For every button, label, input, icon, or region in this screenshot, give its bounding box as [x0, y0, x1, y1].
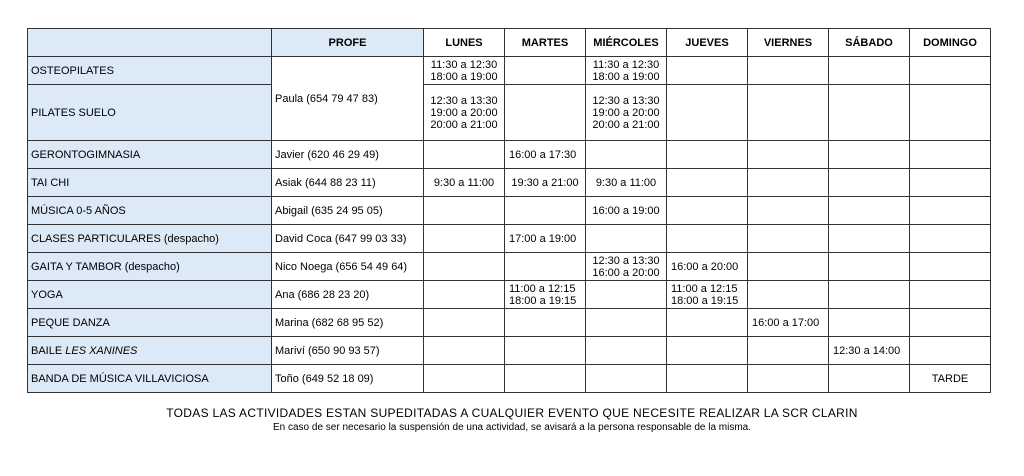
cell-clases-martes: 17:00 a 19:00 [505, 225, 586, 253]
cell-empty [424, 225, 505, 253]
prof-nico: Nico Noega (656 54 49 64) [272, 253, 424, 281]
cell-empty [748, 197, 829, 225]
cell-empty [748, 365, 829, 393]
activity-osteopilates: OSTEOPILATES [28, 57, 272, 85]
cell-empty [505, 365, 586, 393]
cell-peque-viernes: 16:00 a 17:00 [748, 309, 829, 337]
cell-empty [910, 57, 991, 85]
header-martes: MARTES [505, 29, 586, 57]
cell-empty [667, 225, 748, 253]
cell-empty [910, 225, 991, 253]
cell-empty [424, 253, 505, 281]
header-sabado: SÁBADO [829, 29, 910, 57]
header-profe: PROFE [272, 29, 424, 57]
cell-taichi-miercoles: 9:30 a 11:00 [586, 169, 667, 197]
cell-empty [424, 309, 505, 337]
cell-empty [748, 141, 829, 169]
cell-empty [505, 85, 586, 141]
activity-taichi: TAI CHI [28, 169, 272, 197]
cell-empty [910, 197, 991, 225]
row-gerontogimnasia [28, 141, 991, 169]
header-activity [28, 29, 272, 57]
cell-empty [667, 365, 748, 393]
activity-baile-prefix: BAILE [31, 344, 66, 357]
row-gaita [28, 253, 991, 281]
cell-empty [667, 141, 748, 169]
cell-yoga-jueves: 11:00 a 12:15 18:00 a 19:15 [667, 281, 748, 309]
cell-empty [586, 365, 667, 393]
cell-empty [829, 281, 910, 309]
cell-baile-sabado: 12:30 a 14:00 [829, 337, 910, 365]
cell-pilates-miercoles: 12:30 a 13:30 19:00 a 20:00 20:00 a 21:00 [586, 85, 667, 141]
cell-pilates-lunes: 12:30 a 13:30 19:00 a 20:00 20:00 a 21:00 [424, 85, 505, 141]
prof-david: David Coca (647 99 03 33) [272, 225, 424, 253]
cell-empty [505, 253, 586, 281]
cell-banda-domingo: TARDE [910, 365, 991, 393]
cell-empty [424, 365, 505, 393]
cell-osteopilates-miercoles: 11:30 a 12:30 18:00 a 19:00 [586, 57, 667, 85]
row-clases [28, 225, 991, 253]
activity-gerontogimnasia: GERONTOGIMNASIA [28, 141, 272, 169]
activity-musica: MÚSICA 0-5 AÑOS [28, 197, 272, 225]
row-baile [28, 337, 991, 365]
cell-empty [667, 169, 748, 197]
cell-empty [586, 309, 667, 337]
activity-baile [28, 337, 272, 365]
activity-baile-italic: LES XANINES [65, 344, 138, 357]
cell-empty [910, 281, 991, 309]
activity-banda: BANDA DE MÚSICA VILLAVICIOSA [28, 365, 272, 393]
activity-gaita: GAITA Y TAMBOR (despacho) [28, 253, 272, 281]
prof-ana: Ana (686 28 23 20) [272, 281, 424, 309]
cell-empty [586, 337, 667, 365]
cell-empty [829, 85, 910, 141]
cell-empty [505, 337, 586, 365]
cell-empty [505, 309, 586, 337]
activity-clases: CLASES PARTICULARES (despacho) [28, 225, 272, 253]
cell-empty [586, 281, 667, 309]
cell-empty [667, 85, 748, 141]
cell-empty [910, 309, 991, 337]
row-taichi [28, 169, 991, 197]
cell-empty [748, 225, 829, 253]
cell-empty [910, 337, 991, 365]
prof-marivi: Mariví (650 90 93 57) [272, 337, 424, 365]
cell-empty [667, 57, 748, 85]
header-jueves: JUEVES [667, 29, 748, 57]
activity-yoga: YOGA [28, 281, 272, 309]
cell-empty [748, 57, 829, 85]
cell-empty [748, 169, 829, 197]
row-peque [28, 309, 991, 337]
cell-empty [829, 365, 910, 393]
header-domingo: DOMINGO [910, 29, 991, 57]
cell-empty [748, 85, 829, 141]
row-musica [28, 197, 991, 225]
cell-empty [748, 281, 829, 309]
row-yoga [28, 281, 991, 309]
cell-musica-miercoles: 16:00 a 19:00 [586, 197, 667, 225]
activity-pilates: PILATES SUELO [28, 85, 272, 141]
activity-peque: PEQUE DANZA [28, 309, 272, 337]
footer-notice: TODAS LAS ACTIVIDADES ESTAN SUPEDITADAS A CUALQUIER EVENTO QUE NECESITE REALIZAR LA SCR CLARIN [166, 406, 858, 420]
header-row [28, 29, 991, 57]
cell-empty [424, 141, 505, 169]
cell-empty [829, 225, 910, 253]
cell-empty [748, 337, 829, 365]
cell-empty [505, 197, 586, 225]
cell-empty [667, 337, 748, 365]
cell-empty [424, 197, 505, 225]
cell-geronto-martes: 16:00 a 17:30 [505, 141, 586, 169]
prof-tono: Toño (649 52 18 09) [272, 365, 424, 393]
cell-empty [505, 57, 586, 85]
cell-taichi-martes: 19:30 a 21:00 [505, 169, 586, 197]
header-miercoles: MIÉRCOLES [586, 29, 667, 57]
cell-empty [586, 225, 667, 253]
cell-empty [829, 57, 910, 85]
prof-javier: Javier (620 46 29 49) [272, 141, 424, 169]
cell-empty [829, 169, 910, 197]
row-osteopilates [28, 57, 991, 85]
cell-empty [910, 141, 991, 169]
cell-empty [829, 197, 910, 225]
footer-subnotice: En caso de ser necesario la suspensión de una actividad, se avisará a la persona responsable de la misma. [272, 422, 752, 433]
cell-empty [667, 197, 748, 225]
cell-yoga-martes: 11:00 a 12:15 18:00 a 19:15 [505, 281, 586, 309]
schedule-table [27, 28, 991, 393]
cell-empty [424, 337, 505, 365]
prof-paula: Paula (654 79 47 83) [272, 57, 424, 141]
prof-marina: Marina (682 68 95 52) [272, 309, 424, 337]
cell-empty [748, 253, 829, 281]
cell-empty [829, 309, 910, 337]
row-banda [28, 365, 991, 393]
cell-osteopilates-lunes: 11:30 a 12:30 18:00 a 19:00 [424, 57, 505, 85]
cell-empty [829, 141, 910, 169]
cell-gaita-jueves: 16:00 a 20:00 [667, 253, 748, 281]
cell-empty [829, 253, 910, 281]
cell-empty [910, 85, 991, 141]
cell-empty [910, 169, 991, 197]
cell-taichi-lunes: 9:30 a 11:00 [424, 169, 505, 197]
header-viernes: VIERNES [748, 29, 829, 57]
row-pilates [28, 85, 991, 141]
cell-empty [424, 281, 505, 309]
prof-asiak: Asiak (644 88 23 11) [272, 169, 424, 197]
cell-empty [910, 253, 991, 281]
cell-empty [586, 141, 667, 169]
cell-empty [667, 309, 748, 337]
prof-abigail: Abigail (635 24 95 05) [272, 197, 424, 225]
header-lunes: LUNES [424, 29, 505, 57]
cell-gaita-miercoles: 12:30 a 13:30 16:00 a 20:00 [586, 253, 667, 281]
